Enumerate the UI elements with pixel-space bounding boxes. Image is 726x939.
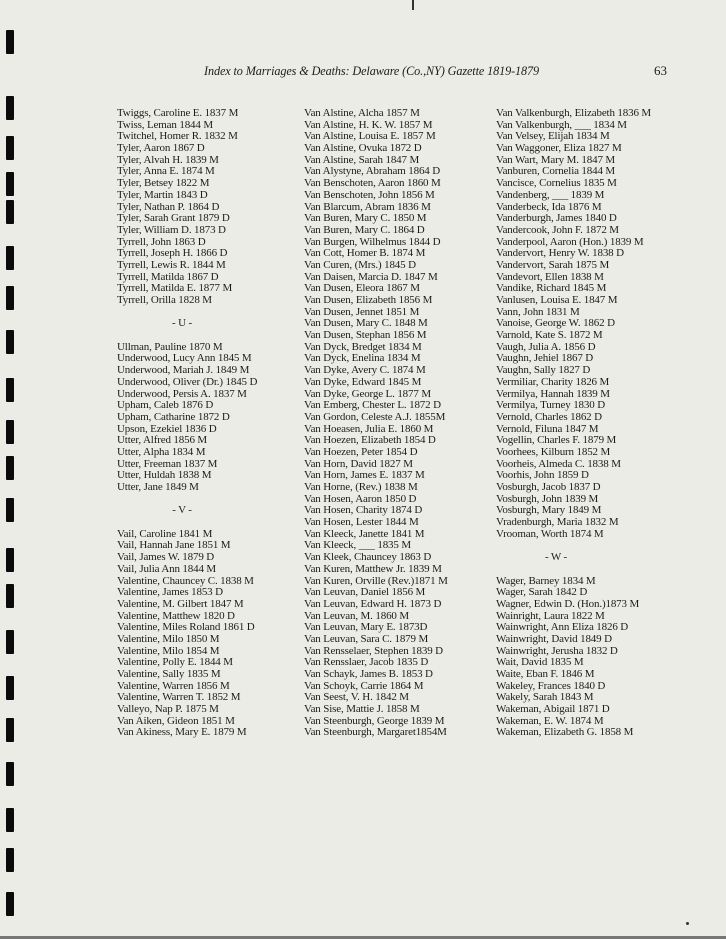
index-entry: Vermilya, Turney 1830 D	[496, 399, 605, 412]
index-entry: Vandercook, John F. 1872 M	[496, 223, 619, 236]
spacer	[117, 517, 297, 529]
index-entry: Van Waggoner, Eliza 1827 M	[496, 142, 622, 155]
index-entry: Utter, Alpha 1834 M	[117, 445, 206, 458]
index-entry: Vaughn, Jehiel 1867 D	[496, 352, 594, 365]
index-entry: Utter, Jane 1849 M	[117, 481, 199, 493]
index-entry: Tyler, Anna E. 1874 M	[117, 165, 215, 178]
binding-hole	[6, 30, 14, 54]
index-entry: Van Horn, James E. 1837 M	[304, 469, 425, 482]
index-entry: Tyler, Aaron 1867 D	[117, 142, 205, 155]
index-entry: Van Rensslaer, Jacob 1835 D	[304, 656, 429, 669]
index-entry: Van Aiken, Gideon 1851 M	[117, 714, 235, 727]
index-entry: Van Alstine, H. K. W. 1857 M	[304, 118, 433, 131]
index-entry: Tyrrell, Matilda 1867 D	[117, 270, 219, 283]
index-entry: Waite, Eban F. 1846 M	[496, 668, 595, 680]
index-entry: Vanderbeck, Ida 1876 M	[496, 200, 602, 213]
index-entry: Van Hoezen, Elizabeth 1854 D	[304, 434, 436, 447]
index-entry: Van Dyke, Avery C. 1874 M	[304, 364, 426, 377]
index-entry: Van Alystyne, Abraham 1864 D	[304, 165, 441, 178]
index-entry: Wakely, Sarah 1843 M	[496, 691, 594, 704]
index-entry: Vanoise, George W. 1862 D	[496, 317, 615, 330]
index-entry: Vaugh, Julia A. 1856 D	[496, 340, 596, 353]
index-entry: Van Leuvan, M. 1860 M	[304, 609, 410, 622]
index-entry: Van Alstine, Sarah 1847 M	[304, 153, 420, 166]
index-column-1	[117, 108, 297, 739]
binding-hole	[6, 630, 14, 654]
binding-holes	[0, 0, 16, 939]
index-entry: Van Dusen, Eleora 1867 M	[304, 282, 420, 295]
index-entry: Vail, Caroline 1841 M	[117, 527, 213, 540]
index-entry: Wait, David 1835 M	[496, 656, 584, 669]
index-entry: Vernold, Charles 1862 D	[496, 410, 602, 423]
index-entry: Vail, Hannah Jane 1851 M	[117, 539, 231, 552]
index-entry: Van Leuvan, Daniel 1856 M	[304, 586, 426, 599]
index-entry: Van Valkenburgh, Elizabeth 1836 M	[496, 107, 652, 119]
index-column-3	[496, 108, 696, 739]
index-entry: Utter, Alfred 1856 M	[117, 434, 208, 447]
index-entry: Vann, John 1831 M	[496, 305, 580, 318]
binding-hole	[6, 200, 14, 224]
index-entry: Ullman, Pauline 1870 M	[117, 340, 223, 353]
index-entry: Vosburgh, Mary 1849 M	[496, 504, 602, 517]
index-entry: Underwood, Oliver (Dr.) 1845 D	[117, 375, 258, 388]
binding-hole	[6, 762, 14, 786]
index-entry: Valleyo, Nap P. 1875 M	[117, 703, 219, 716]
index-entry: Upham, Caleb 1876 D	[117, 399, 214, 412]
index-entry: Vermiliar, Charity 1826 M	[496, 375, 610, 388]
index-entry: Valentine, Milo 1854 M	[117, 644, 220, 657]
index-entry: Tyrrell, Orilla 1828 M	[117, 294, 212, 306]
index-entry: Wainwright, Jerusha 1832 D	[496, 644, 618, 657]
binding-hole	[6, 548, 14, 572]
index-entry: Valentine, Warren 1856 M	[117, 679, 230, 692]
index-entry: Underwood, Persis A. 1837 M	[117, 387, 247, 400]
index-entry: Van Kleek, Chauncey 1863 D	[304, 551, 432, 564]
index-entry: Van Alstine, Ovuka 1872 D	[304, 142, 422, 155]
index-entry: Van Dyke, Edward 1845 M	[304, 375, 422, 388]
index-entry: Tyler, Alvah H. 1839 M	[117, 153, 219, 166]
index-entry: Wagner, Edwin D. (Hon.)1873 M	[496, 597, 640, 610]
index-entry: Van Dyck, Bredget 1834 M	[304, 340, 422, 353]
binding-hole	[6, 718, 14, 742]
index-entry: Underwood, Mariah J. 1849 M	[117, 364, 250, 377]
index-entry: Vermilya, Hannah 1839 M	[496, 387, 610, 400]
index-entry: Tyler, Nathan P. 1864 D	[117, 200, 220, 213]
index-entry: Tyler, Betsey 1822 M	[117, 177, 210, 190]
index-entry: Vandervort, Henry W. 1838 D	[496, 247, 624, 260]
binding-hole	[6, 848, 14, 872]
index-entry: Vrooman, Worth 1874 M	[496, 527, 604, 540]
index-entry: Vail, James W. 1879 D	[117, 551, 215, 564]
index-entry: Vernold, Filuna 1847 M	[496, 422, 599, 435]
spacer	[117, 330, 297, 342]
index-entry: Vanderpool, Aaron (Hon.) 1839 M	[496, 235, 644, 248]
index-entry: Voorheis, Almeda C. 1838 M	[496, 457, 621, 470]
index-entry: Van Dusen, Stephan 1856 M	[304, 329, 427, 342]
index-entry: Tyrrell, John 1863 D	[117, 235, 206, 248]
index-entry: Van Curen, (Mrs.) 1845 D	[304, 258, 416, 271]
index-entry: Van Emberg, Chester L. 1872 D	[304, 399, 441, 412]
index-entry: Van Seest, V. H. 1842 M	[304, 691, 409, 704]
index-entry: Wakeman, Elizabeth G. 1858 M	[496, 726, 634, 739]
index-entry: Vandenberg, ___ 1839 M	[496, 188, 605, 201]
index-entry: Van Benschoten, Aaron 1860 M	[304, 177, 441, 190]
binding-hole	[6, 584, 14, 608]
index-entry: Van Hoeasen, Julia E. 1860 M	[304, 422, 434, 435]
binding-hole	[6, 808, 14, 832]
index-entry: Van Dusen, Jennet 1851 M	[304, 305, 420, 318]
index-entry: Vandervort, Sarah 1875 M	[496, 258, 610, 271]
index-entry: Twiss, Leman 1844 M	[117, 118, 213, 131]
index-entry: Van Kuren, Orville (Rev.)1871 M	[304, 574, 448, 587]
index-entry: Van Horne, (Rev.) 1838 M	[304, 481, 418, 493]
index-entry: Valentine, Sally 1835 M	[117, 668, 221, 680]
index-entry: Vancisce, Cornelius 1835 M	[496, 177, 617, 190]
index-entry: Voorhees, Kilburn 1852 M	[496, 445, 611, 458]
binding-hole	[6, 136, 14, 160]
index-entry: Van Buren, Mary C. 1850 M	[304, 212, 427, 225]
index-entry: Valentine, Matthew 1820 D	[117, 609, 235, 622]
index-entry: Van Dusen, Mary C. 1848 M	[304, 317, 428, 330]
index-entry: Van Blarcum, Abram 1836 M	[304, 200, 431, 213]
index-entry: Valentine, M. Gilbert 1847 M	[117, 597, 244, 610]
index-entry: Van Leuvan, Edward H. 1873 D	[304, 597, 442, 610]
index-entry: Van Sise, Mattie J. 1858 M	[304, 703, 420, 716]
index-entry: Tyrrell, Lewis R. 1844 M	[117, 258, 226, 271]
index-entry: Van Steenburgh, Margaret1854M	[304, 726, 447, 739]
index-entry: Tyler, Martin 1843 D	[117, 188, 208, 201]
index-entry: Valentine, James 1853 D	[117, 586, 223, 599]
index-entry: Wainwright, David 1849 D	[496, 632, 612, 645]
index-entry: Vandike, Richard 1845 M	[496, 282, 607, 295]
page-number: 63	[654, 63, 667, 78]
spacer	[496, 540, 696, 552]
index-entry: Van Leuvan, Sara C. 1879 M	[304, 632, 429, 645]
spacer	[117, 307, 297, 319]
index-entry: Tyler, Sarah Grant 1879 D	[117, 212, 230, 225]
letter-divider: - V -	[172, 504, 192, 517]
index-entry: Van Kleeck, ___ 1835 M	[304, 539, 411, 552]
index-entry: Van Benschoten, John 1856 M	[304, 188, 435, 201]
scan-mark	[412, 0, 414, 10]
binding-hole	[6, 378, 14, 402]
index-entry: Van Schoyk, Carrie 1864 M	[304, 679, 424, 692]
index-entry: Vaughn, Sally 1827 D	[496, 364, 591, 377]
index-entry: Varnold, Kate S. 1872 M	[496, 329, 603, 342]
index-entry: Van Akiness, Mary E. 1879 M	[117, 726, 247, 739]
binding-hole	[6, 892, 14, 916]
index-entry: Van Hosen, Charity 1874 D	[304, 504, 423, 517]
binding-hole	[6, 456, 14, 480]
index-entry: Tyler, William D. 1873 D	[117, 223, 226, 236]
index-entry: Van Valkenburgh, ___ 1834 M	[496, 118, 627, 131]
index-entry: Wager, Barney 1834 M	[496, 574, 596, 587]
binding-hole	[6, 420, 14, 444]
binding-hole	[6, 498, 14, 522]
index-entry: Vanburen, Cornelia 1844 M	[496, 165, 616, 178]
index-entry: Upham, Catharine 1872 D	[117, 410, 230, 423]
index-entry: Van Gordon, Celeste A.J. 1855M	[304, 410, 446, 423]
index-entry: Tyrrell, Matilda E. 1877 M	[117, 282, 233, 295]
index-entry: Van Kleeck, Janette 1841 M	[304, 527, 425, 540]
page-title: Index to Marriages & Deaths: Delaware (Co.,NY) Gazette 1819-1879	[204, 64, 540, 78]
index-entry: Voorhis, John 1859 D	[496, 469, 589, 482]
index-entry: Van Alstine, Alcha 1857 M	[304, 107, 420, 119]
index-entry: Van Hosen, Lester 1844 M	[304, 516, 419, 529]
index-entry: Vosburgh, John 1839 M	[496, 492, 599, 505]
index-entry: Underwood, Lucy Ann 1845 M	[117, 352, 252, 365]
index-entry: Van Rensselaer, Stephen 1839 D	[304, 644, 443, 657]
index-entry: Van Dyck, Enelina 1834 M	[304, 352, 421, 365]
index-column-2	[304, 108, 492, 739]
index-entry: Van Horn, David 1827 M	[304, 457, 413, 470]
index-entry: Utter, Freeman 1837 M	[117, 457, 218, 470]
index-entry: Van Dyke, George L. 1877 M	[304, 387, 431, 400]
index-entry: Van Buren, Mary C. 1864 D	[304, 223, 425, 236]
index-entry: Wakeman, Abigail 1871 D	[496, 703, 610, 716]
spacer	[496, 564, 696, 576]
index-entry: Vradenburgh, Maria 1832 M	[496, 516, 619, 529]
binding-hole	[6, 286, 14, 310]
index-entry: Vanderburgh, James 1840 D	[496, 212, 617, 225]
index-entry: Van Velsey, Elijah 1834 M	[496, 130, 610, 143]
index-entry: Van Hoezen, Peter 1854 D	[304, 445, 418, 458]
binding-hole	[6, 330, 14, 354]
index-entry: Vanlusen, Louisa E. 1847 M	[496, 294, 618, 306]
index-entry: Wager, Sarah 1842 D	[496, 586, 588, 599]
index-entry: Wainright, Laura 1822 M	[496, 609, 605, 622]
index-entry: Van Burgen, Wilhelmus 1844 D	[304, 235, 441, 248]
index-entry: Vogellin, Charles F. 1879 M	[496, 434, 617, 447]
index-entry: Van Cott, Homer B. 1874 M	[304, 247, 426, 260]
spacer	[117, 494, 297, 506]
index-entry: Vosburgh, Jacob 1837 D	[496, 481, 601, 493]
index-entry: Upson, Ezekiel 1836 D	[117, 422, 217, 435]
index-entry: Van Leuvan, Mary E. 1873D	[304, 621, 428, 634]
index-entry: Valentine, Miles Roland 1861 D	[117, 621, 255, 634]
letter-divider: - W -	[544, 551, 568, 564]
letter-divider: - U -	[171, 317, 193, 330]
binding-hole	[6, 172, 14, 196]
index-entry: Van Alstine, Louisa E. 1857 M	[304, 130, 436, 143]
index-entry: Van Hosen, Aaron 1850 D	[304, 492, 417, 505]
index-entry: Vandevort, Ellen 1838 M	[496, 270, 604, 283]
index-entry: Twitchel, Homer R. 1832 M	[117, 130, 238, 143]
index-entry: Van Daisen, Marcia D. 1847 M	[304, 270, 438, 283]
binding-hole	[6, 246, 14, 270]
page-header	[0, 64, 726, 84]
binding-hole	[6, 676, 14, 700]
index-entry: Wainwright, Ann Eliza 1826 D	[496, 621, 629, 634]
index-entry: Valentine, Polly E. 1844 M	[117, 656, 233, 669]
index-entry: Utter, Huldah 1838 M	[117, 469, 212, 482]
index-entry: Van Steenburgh, George 1839 M	[304, 714, 445, 727]
index-entry: Van Kuren, Matthew Jr. 1839 M	[304, 562, 442, 575]
index-entry: Valentine, Warren T. 1852 M	[117, 691, 241, 704]
index-entry: Van Wart, Mary M. 1847 M	[496, 153, 616, 166]
scan-speck	[686, 922, 689, 925]
index-entry: Valentine, Chauncey C. 1838 M	[117, 574, 254, 587]
index-entry: Wakeman, E. W. 1874 M	[496, 714, 604, 727]
index-entry: Van Schayk, James B. 1853 D	[304, 668, 433, 680]
index-entry: Van Dusen, Elizabeth 1856 M	[304, 294, 433, 306]
index-entry: Wakeley, Frances 1840 D	[496, 679, 606, 692]
index-entry: Vail, Julia Ann 1844 M	[117, 562, 217, 575]
index-entry: Tyrrell, Joseph H. 1866 D	[117, 247, 228, 260]
index-entry: Valentine, Milo 1850 M	[117, 632, 220, 645]
index-entry: Twiggs, Caroline E. 1837 M	[117, 107, 239, 119]
binding-hole	[6, 96, 14, 120]
